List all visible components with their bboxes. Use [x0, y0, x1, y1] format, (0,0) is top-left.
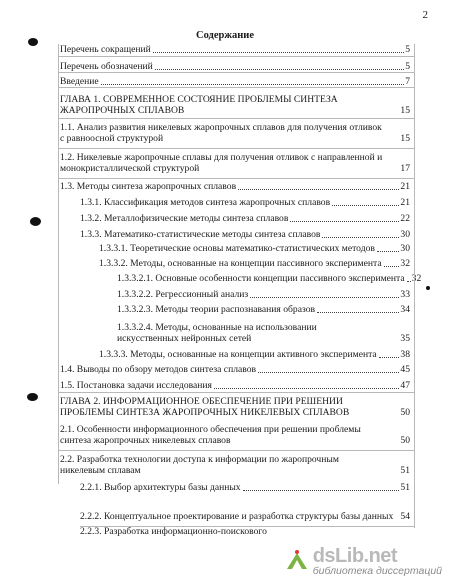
toc-entry: 2.1. Особенности информационного обеспечения при решении проблемы синтеза жаропрочных никелевых сплавов 50 — [60, 424, 410, 446]
scan-rule — [58, 148, 414, 149]
ink-blot — [28, 38, 38, 46]
toc-entry: 1.1. Анализ развития никелевых жаропрочных сплавов для получения отливок с равноосной структурой 15 — [60, 122, 410, 144]
toc-entry: 1.3.3.3. Методы, основанные на концепции активного эксперимента 38 — [99, 349, 410, 360]
scan-rule — [58, 178, 414, 179]
toc-entry: 1.5. Постановка задачи исследования 47 — [60, 380, 410, 391]
toc-entry: 1.3.3.2.2. Регрессионный анализ 33 — [117, 289, 410, 300]
scan-rule — [58, 72, 414, 73]
watermark — [285, 546, 442, 577]
toc-entry: 1.3.3.2.1. Основные особенности концепции пассивного эксперимента 32 — [117, 273, 422, 284]
toc-entry: 1.3.3.2.4. Методы, основанные на использовании искусственных нейронных сетей 35 — [117, 322, 410, 344]
toc-entry: 1.3.3. Математико-статистические методы синтеза сплавов 30 — [80, 229, 410, 240]
toc-entry: 2.2.3. Разработка информационно-поискового — [80, 526, 267, 537]
watermark-subtitle: библиотека диссертаций — [312, 564, 442, 577]
toc-entry: ГЛАВА 2. ИНФОРМАЦИОННОЕ ОБЕСПЕЧЕНИЕ ПРИ РЕШЕНИИ ПРОБЛЕМЫ СИНТЕЗА ЖАРОПРОЧНЫХ НИКЕЛЕВЫХ СПЛАВОВ 50 — [60, 396, 410, 418]
toc-entry: 1.2. Никелевые жаропрочные сплавы для получения отливок с направленной и монокристаллической структурой 17 — [60, 152, 410, 174]
scan-rule — [414, 44, 415, 528]
scan-rule — [58, 118, 414, 119]
toc-entry: Введение 7 — [60, 76, 410, 87]
toc-title: Содержание — [196, 30, 254, 41]
toc-entry: 1.3.3.2. Методы, основанные на концепции пассивного эксперимента 32 — [99, 258, 410, 269]
toc-entry: 1.3.1. Классификация методов синтеза жаропрочных сплавов 21 — [80, 197, 410, 208]
table-of-contents — [0, 44, 450, 567]
toc-entry: 1.4. Выводы по обзору методов синтеза сплавов 45 — [60, 364, 410, 375]
toc-entry: 1.3.3.1. Теоретические основы математико-статистических методов 30 — [99, 243, 410, 254]
ink-blot — [426, 286, 430, 290]
toc-entry: ГЛАВА 1. СОВРЕМЕННОЕ СОСТОЯНИЕ ПРОБЛЕМЫ СИНТЕЗА ЖАРОПРОЧНЫХ СПЛАВОВ 15 — [60, 94, 410, 116]
toc-entry: Перечень сокращений 5 — [60, 44, 410, 55]
watermark-brand: dsLib.net — [312, 544, 398, 567]
scan-rule — [58, 44, 59, 484]
toc-entry: Перечень обозначений 5 — [60, 61, 410, 72]
toc-entry: 2.2. Разработка технологии доступа к информации по жаропрочным никелевым сплавам 51 — [60, 454, 410, 476]
toc-entry: 1.3. Методы синтеза жаропрочных сплавов 21 — [60, 181, 410, 192]
page-number: 2 — [422, 9, 428, 21]
scan-rule — [58, 56, 414, 57]
scan-rule — [58, 87, 414, 88]
scan-rule — [58, 450, 414, 451]
dslib-logo-icon — [285, 549, 309, 573]
toc-entry: 2.2.2. Концептуальное проектирование и разработка структуры базы данных 54 — [80, 511, 410, 522]
ink-blot — [30, 217, 41, 226]
scan-rule — [80, 526, 414, 527]
toc-entry: 1.3.3.2.3. Методы теории распознавания образов 34 — [117, 304, 410, 315]
ink-blot — [27, 393, 38, 401]
scan-rule — [58, 392, 414, 393]
toc-entry: 2.2.1. Выбор архитектуры базы данных 51 — [80, 482, 410, 493]
toc-entry: 1.3.2. Металлофизические методы синтеза сплавов 22 — [80, 213, 410, 224]
